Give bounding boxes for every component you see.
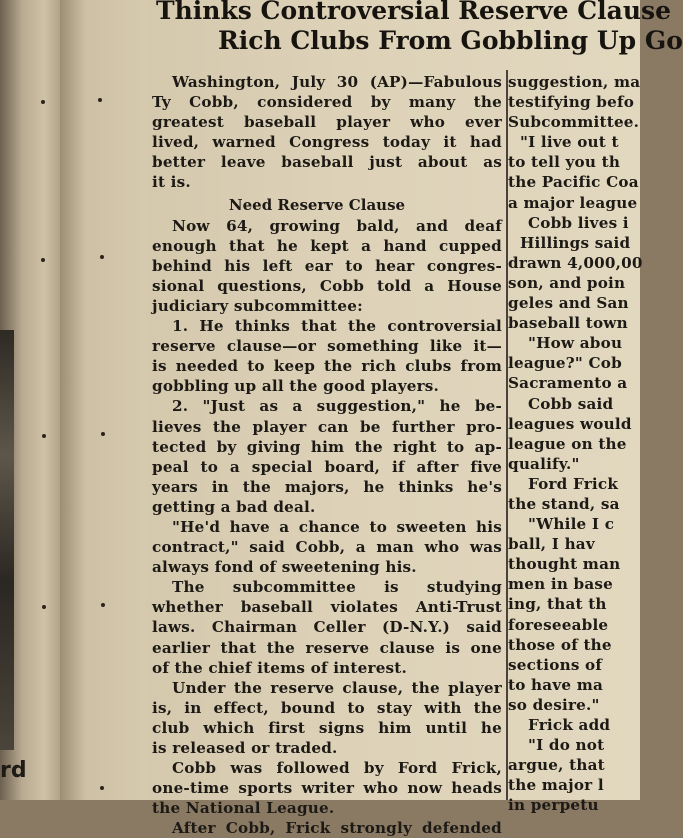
article-line: in perpetu [508, 796, 599, 815]
article-line: is, in effect, bound to stay with the [152, 698, 502, 717]
article-line: Ford Frick [528, 474, 619, 493]
binding-hole [100, 786, 104, 790]
article-line: those of the [508, 635, 612, 654]
article-line: "I live out t [520, 133, 619, 152]
article-line: one-time sports writer who now heads [152, 779, 502, 798]
article-line: laws. Chairman Celler (D-N.Y.) said [152, 618, 502, 637]
article-line: ing, that th [508, 595, 607, 614]
article-line: always fond of sweetening his. [152, 558, 417, 577]
article-line: Subcommittee. [508, 113, 640, 132]
article-line: is needed to keep the rich clubs from [152, 357, 502, 376]
previous-page-edge [0, 0, 64, 800]
binding-hole [101, 603, 105, 607]
page-gutter [60, 0, 146, 800]
article-line: of the chief items of interest. [152, 658, 408, 677]
article-line: Under the reserve clause, the player [172, 678, 502, 697]
binding-hole [98, 98, 102, 102]
article-line: judiciary subcommittee: [152, 296, 363, 315]
article-line: league on the [508, 434, 627, 453]
article-line: the National League. [152, 799, 335, 818]
article-line: 2. "Just as a suggestion," he be- [172, 397, 502, 416]
article-line: Now 64, growing bald, and deaf [172, 216, 502, 235]
article-line: Cobb lives i [528, 213, 629, 232]
article-line: drawn 4,000,00 [508, 253, 643, 272]
article-line: enough that he kept a hand cupped [152, 236, 502, 255]
article-line: Cobb was followed by Ford Frick, [172, 759, 502, 778]
binding-hole [41, 258, 45, 262]
article-line: "While I c [528, 515, 615, 534]
article-column-2 [508, 72, 668, 815]
article-line: Frick add [528, 716, 611, 734]
article-line: Sacramento a [508, 374, 628, 393]
article-line: baseball town [508, 314, 628, 333]
article-line: gobbling up all the good players. [152, 377, 440, 396]
article-line: to have ma [508, 675, 604, 694]
article-line: it is. [152, 173, 191, 192]
binding-hole [42, 605, 46, 609]
article-line: leagues would [508, 414, 632, 433]
previous-page-text-fragment: rd [0, 758, 27, 783]
headline-line-2: Rich Clubs From Gobbling Up Go [218, 26, 683, 55]
article-line: better leave baseball just about as [152, 153, 502, 172]
headline-line-1: Thinks Controversial Reserve Clause [156, 0, 671, 25]
article-line: ball, I hav [508, 535, 595, 554]
article-line: son, and poin [508, 273, 626, 292]
article-line: lived, warned Congress today it had [152, 133, 502, 152]
article-line: The subcommittee is studying [172, 578, 502, 597]
article-line: earlier that the reserve clause is one [152, 638, 502, 657]
article-line: the Pacific Coa [508, 173, 639, 192]
binding-hole [42, 434, 46, 438]
article-line: qualify." [508, 454, 580, 473]
article-line: behind his left ear to hear congres- [152, 256, 502, 275]
article-line: "I do not [528, 736, 605, 755]
article-column-1 [152, 72, 502, 838]
article-line: Cobb said [528, 394, 614, 413]
article-line: 1. He thinks that the controversial [172, 317, 502, 336]
article-line: is released or traded. [152, 739, 338, 757]
article-line: greatest baseball player who ever [152, 113, 502, 132]
article-line: sections of [508, 655, 603, 674]
article-line: argue, that [508, 756, 605, 775]
article-line: league?" Cob [508, 354, 622, 373]
article-line: the stand, sa [508, 494, 620, 513]
article-line: "How abou [528, 334, 623, 353]
article-line: After Cobb, Frick strongly defended [172, 819, 502, 838]
article-line: getting a bad deal. [152, 497, 316, 516]
article-line: "He'd have a chance to sweeten his [172, 517, 502, 536]
article-line: foreseeable [508, 615, 609, 634]
article-line: reserve clause—or something like it— [152, 337, 502, 356]
article-line: years in the majors, he thinks he's [152, 477, 502, 496]
article-line: so desire." [508, 695, 600, 714]
article-subhead: Need Reserve Clause [228, 195, 406, 214]
binding-hole [100, 255, 104, 259]
binding-hole [101, 432, 105, 436]
article-line: men in base [508, 575, 614, 594]
article-line: to tell you th [508, 153, 621, 172]
article-line: contract," said Cobb, a man who was [152, 538, 502, 557]
article-line: a major league [508, 193, 638, 212]
article-line: Ty Cobb, considered by many the [152, 93, 502, 112]
article-line: club which first signs him until he [152, 718, 502, 737]
binding-hole [41, 100, 45, 104]
article-line: sional questions, Cobb told a House [152, 276, 502, 295]
article-line: thought man [508, 555, 621, 574]
article-line: Hillings said [520, 233, 631, 252]
article-line: Washington, July 30 (AP)—Fabulous [172, 73, 502, 91]
article-line: lieves the player can be further pro- [152, 417, 502, 436]
article-line: suggestion, ma [508, 73, 641, 91]
article-line: testifying befo [508, 93, 635, 112]
newspaper-page [146, 0, 683, 838]
previous-page-photo-strip [0, 330, 14, 750]
article-line: peal to a special board, if after five [152, 457, 502, 476]
article-line: tected by giving him the right to ap- [152, 437, 502, 456]
article-line: whether baseball violates Anti-Trust [152, 598, 502, 617]
article-line: geles and San [508, 294, 629, 313]
article-line: the major l [508, 776, 604, 795]
